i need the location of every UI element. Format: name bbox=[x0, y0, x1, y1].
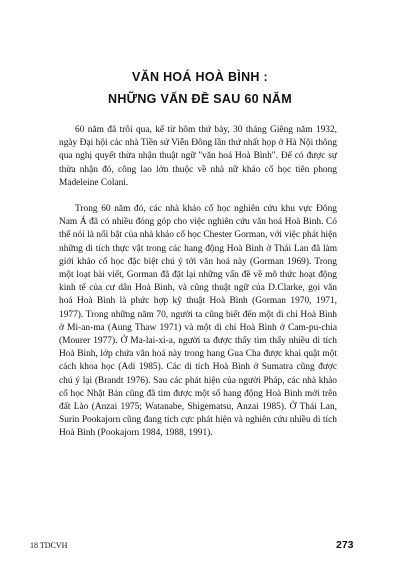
title-line-2: NHỮNG VẤN ĐỀ SAU 60 NĂM bbox=[108, 92, 292, 106]
paragraph-1: 60 năm đã trôi qua, kể từ hôm thứ bảy, 30 tháng Giêng năm 1932, ngày Đại hội các nhà Tiền sử Viễn Đông lần thứ nhất họp ở Hà Nội thông qua nghị quyết thừa nhận thuật ngữ "văn hoá Hoà Bình". Để có được sự thừa nhận đó, công lao lớn thuộc về nhà nữ khảo cổ học tiên phong Madeleine Colani. bbox=[59, 125, 337, 188]
title-line-1: VĂN HOÁ HOÀ BÌNH : bbox=[132, 70, 268, 84]
paragraph-2: Trong 60 năm đó, các nhà khảo cổ học nghiên cứu khu vực Đông Nam Á đã có nhiều đóng góp cho việc nghiên cứu văn hoá Hoà Bình. Có thể nói là nổi bật của nhà khảo cổ học Chester Gorman, với việc phát hiện những di tích thực vật trong các hang động Hoà Bình ở Thái Lan đã làm giới khảo cổ học đặc biệt chú ý tới văn hoá này (Gorman 1969). Trong một loạt bài viết, Gorman đã đặt lại những vấn đề về mô thức hoạt động kinh tế của cư dân Hoà Bình, và cũng thuật ngữ của D.Clarke, gọi văn hoá Hoà Bình là phức hợp kỹ thuật Hoà Bình (Gorman 1970, 1971, 1977). Trong những năm 70, người ta cũng biết đến một di chỉ Hoà Bình ở Mi-an-ma (Aung Thaw 1971) và một di chỉ Hoà Bình ở Cam-pu-chia (Mourer 1977). Ở Ma-lai-xi-a, người ta được thấy tìm thấy nhiều di tích Hoà Bình, lớp chứa văn hoá này trong hang Gua Cha được khai quật một cách khoa học (Adi 1985). Các di tích Hoà Bình ở Sumatra cũng được chú ý lại (Brandt 1976). Sau các phát hiện của người Pháp, các nhà khảo cổ học Nhật Bản cũng đã tìm được một số hang động Hoà Bình mới trên đất Lào (Anzai 1975; Watanabe, Shigematsu, Anzai 1985). Ở Thái Lan, Surin Pookajorn cũng đang tích cực phát hiện và nghiên cứu nhiều di tích Hoà Bình (Pookajorn 1984, 1988, 1991). bbox=[59, 204, 337, 439]
body-text bbox=[59, 124, 337, 454]
page-number: 273 bbox=[336, 539, 354, 551]
footer-signature: 18 TDCVH bbox=[30, 541, 68, 550]
